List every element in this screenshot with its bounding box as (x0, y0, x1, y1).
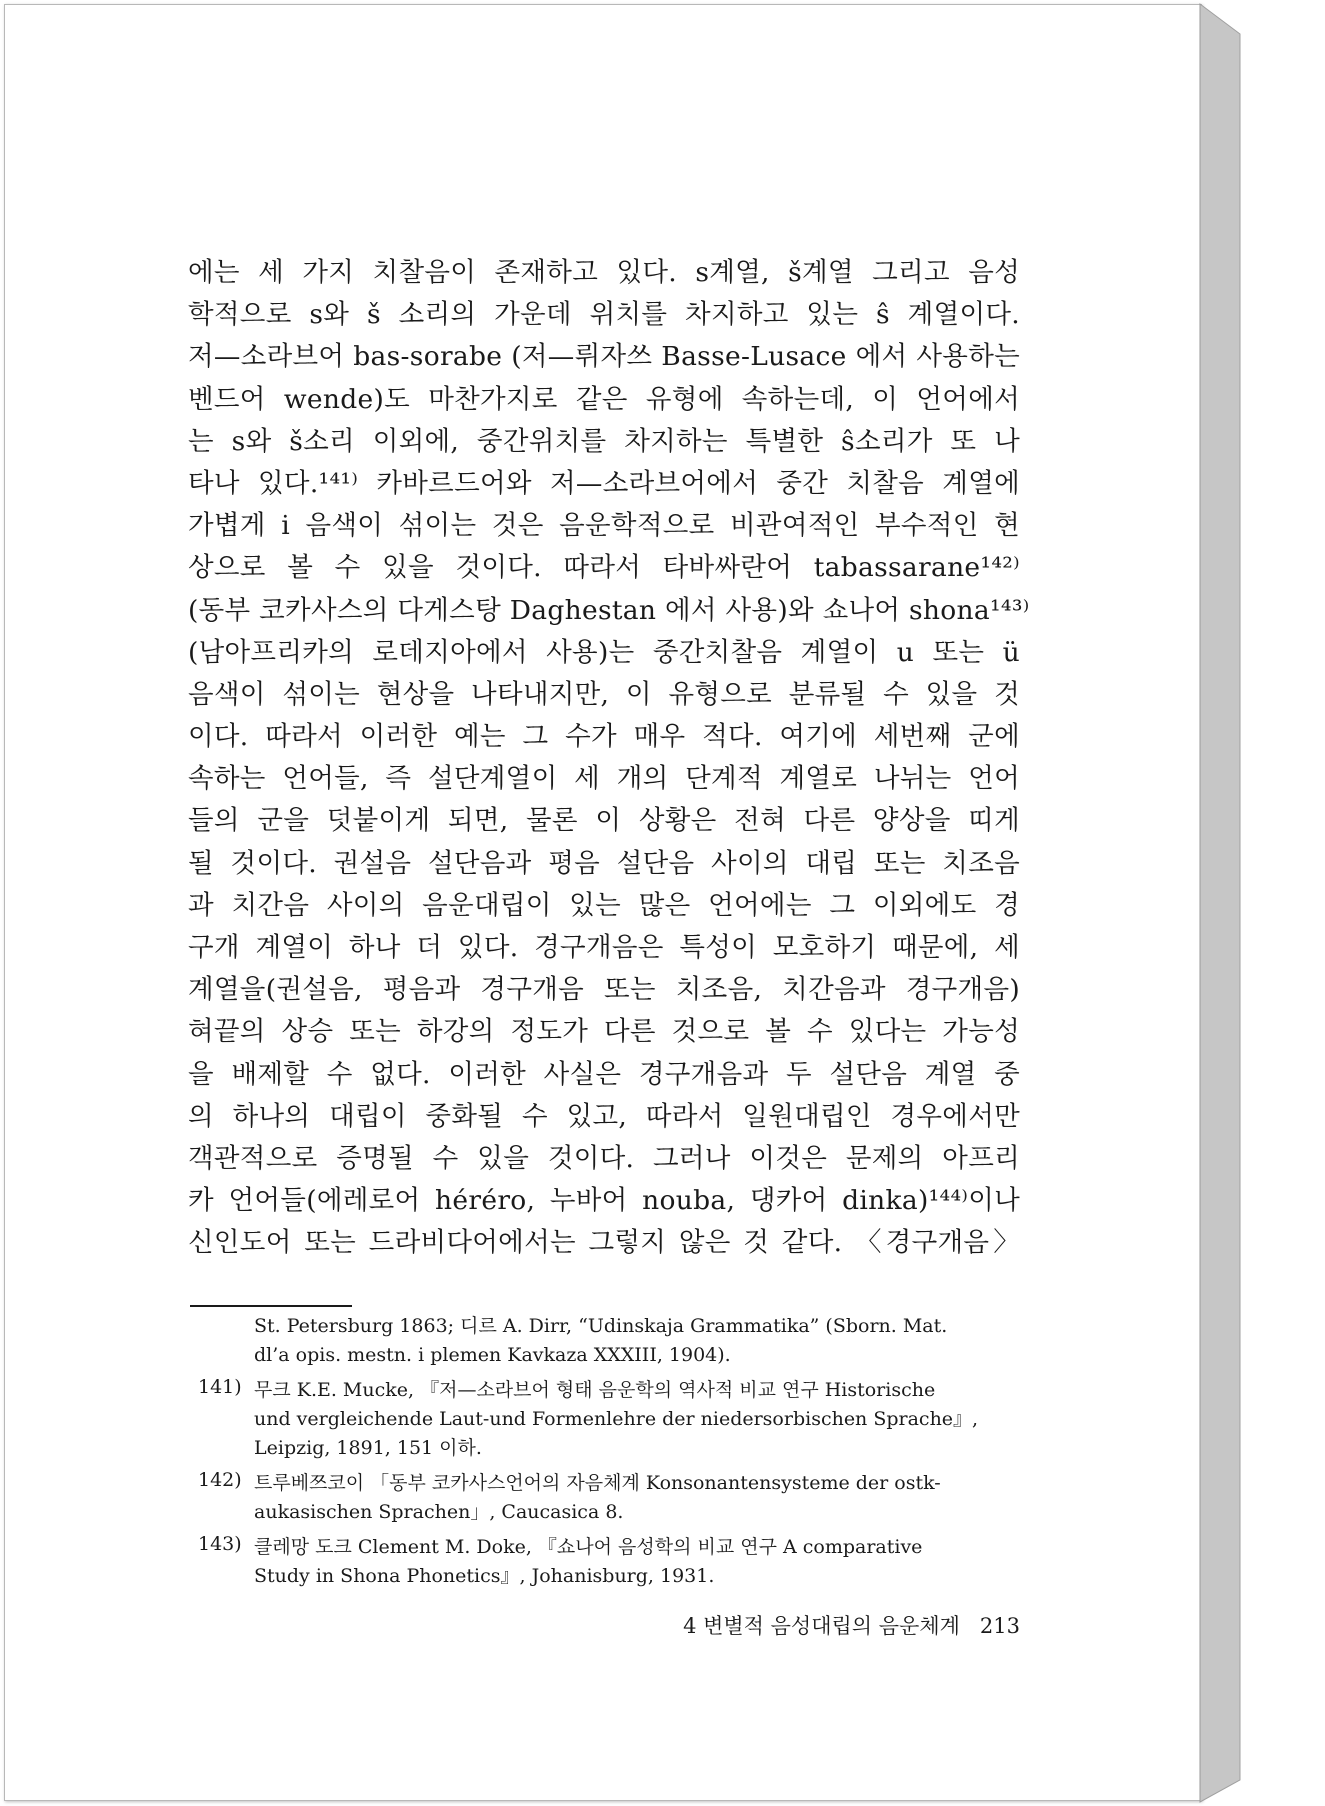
footnote-number: 142) (198, 1469, 242, 1491)
body-text (188, 252, 1030, 1265)
body-line: 의 하나의 대립이 중화될 수 있고, 따라서 일원대립인 경우에서만 (188, 1100, 1020, 1132)
footnote-143 (198, 1533, 1020, 1591)
body-line: 벤드어 wende)도 마찬가지로 같은 유형에 속하는데, 이 언어에서 (188, 383, 1020, 415)
body-line: 에는 세 가지 치찰음이 존재하고 있다. s계열, š계열 그리고 음성 (188, 257, 1020, 288)
body-line: 카 언어들(에레로어 héréro, 누바어 nouba, 댕카어 dinka)¹⁴⁴⁾이나 (188, 1185, 1020, 1217)
body-line: 계열을(권설음, 평음과 경구개음 또는 치조음, 치간음과 경구개음) (188, 974, 1020, 1006)
body-line: 가볍게 i 음색이 섞이는 것은 음운학적으로 비관여적인 부수적인 현 (188, 510, 1020, 542)
running-footer (608, 1610, 1020, 1640)
chapter-title: 4 변별적 음성대립의 음운체계 (683, 1614, 960, 1638)
footnote-line: und vergleichende Laut-und Formenlehre der niedersorbischen Sprache』, (254, 1408, 979, 1430)
footnote-rule (190, 1305, 352, 1307)
body-line: 혀끝의 상승 또는 하강의 정도가 다른 것으로 볼 수 있다는 가능성 (188, 1016, 1020, 1048)
body-line: 상으로 볼 수 있을 것이다. 따라서 타바싸란어 tabassarane¹⁴²⁾ (188, 552, 1020, 584)
footnote-line: 클레망 도크 Clement M. Doke, 『쇼나어 음성학의 비교 연구 A comparative (254, 1536, 923, 1558)
footnote-line: St. Petersburg 1863; 디르 A. Dirr, “Udinskaja Grammatika” (Sborn. Mat. (254, 1315, 948, 1337)
body-line: (동부 코카사스의 다게스탕 Daghestan 에서 사용)와 쇼나어 shona¹⁴³⁾ (188, 594, 1030, 626)
body-line: 이다. 따라서 이러한 예는 그 수가 매우 적다. 여기에 세번째 군에 (188, 721, 1020, 753)
footnote-142 (198, 1469, 1020, 1527)
footnote-continued (198, 1312, 1020, 1370)
body-line: 학적으로 s와 š 소리의 가운데 위치를 차지하고 있는 ŝ 계열이다. (188, 299, 1020, 331)
body-line: 속하는 언어들, 즉 설단계열이 세 개의 단계적 계열로 나뉘는 언어 (188, 763, 1020, 795)
footnote-number: 141) (198, 1376, 242, 1398)
body-line: 음색이 섞이는 현상을 나타내지만, 이 유형으로 분류될 수 있을 것 (188, 678, 1020, 710)
body-line: 객관적으로 증명될 수 있을 것이다. 그러나 이것은 문제의 아프리 (188, 1142, 1020, 1174)
footnote-line: Leipzig, 1891, 151 이하. (254, 1437, 482, 1459)
spine-top (1200, 4, 1240, 34)
body-line: 타나 있다.¹⁴¹⁾ 카바르드어와 저—소라브어에서 중간 치찰음 계열에 (188, 467, 1020, 499)
footnote-line: 무크 K.E. Mucke, 『저—소라브어 형태 음운학의 역사적 비교 연구 Historische (254, 1379, 936, 1401)
footnote-line: aukasischen Sprachen」, Caucasica 8. (254, 1501, 624, 1523)
body-line: 저—소라브어 bas-sorabe (저—뤼자쓰 Basse-Lusace 에서 사용하는 (188, 341, 1020, 373)
body-line: (남아프리카의 로데지아에서 사용)는 중간치찰음 계열이 u 또는 ü (188, 636, 1020, 668)
body-line: 신인도어 또는 드라비다어에서는 그렇지 않은 것 같다. 〈경구개음〉 (188, 1227, 1020, 1259)
body-line: 될 것이다. 권설음 설단음과 평음 설단음 사이의 대립 또는 치조음 (188, 847, 1020, 879)
footnote-number: 143) (198, 1533, 242, 1555)
footnote-line: dl’a opis. mestn. i plemen Kavkaza XXXIII, 1904). (254, 1344, 731, 1366)
spine-face (1200, 4, 1240, 1802)
body-line: 들의 군을 덧붙이게 되면, 물론 이 상황은 전혀 다른 양상을 띠게 (188, 805, 1020, 837)
footnotes (198, 1312, 1020, 1597)
body-line: 구개 계열이 하나 더 있다. 경구개음은 특성이 모호하기 때문에, 세 (188, 932, 1020, 963)
footnote-line: Study in Shona Phonetics』, Johanisburg, 1931. (254, 1565, 715, 1587)
body-line: 는 s와 š소리 이외에, 중간위치를 차지하는 특별한 ŝ소리가 또 나 (188, 425, 1020, 457)
footnote-141 (198, 1376, 1020, 1463)
footnote-line: 트루베쯔코이 「동부 코카사스언어의 자음체계 Konsonantensysteme der ostk- (254, 1472, 941, 1494)
body-line: 과 치간음 사이의 음운대립이 있는 많은 언어에는 그 이외에도 경 (188, 889, 1020, 921)
page-number: 213 (979, 1614, 1020, 1638)
body-line: 을 배제할 수 없다. 이러한 사실은 경구개음과 두 설단음 계열 중 (188, 1058, 1020, 1090)
